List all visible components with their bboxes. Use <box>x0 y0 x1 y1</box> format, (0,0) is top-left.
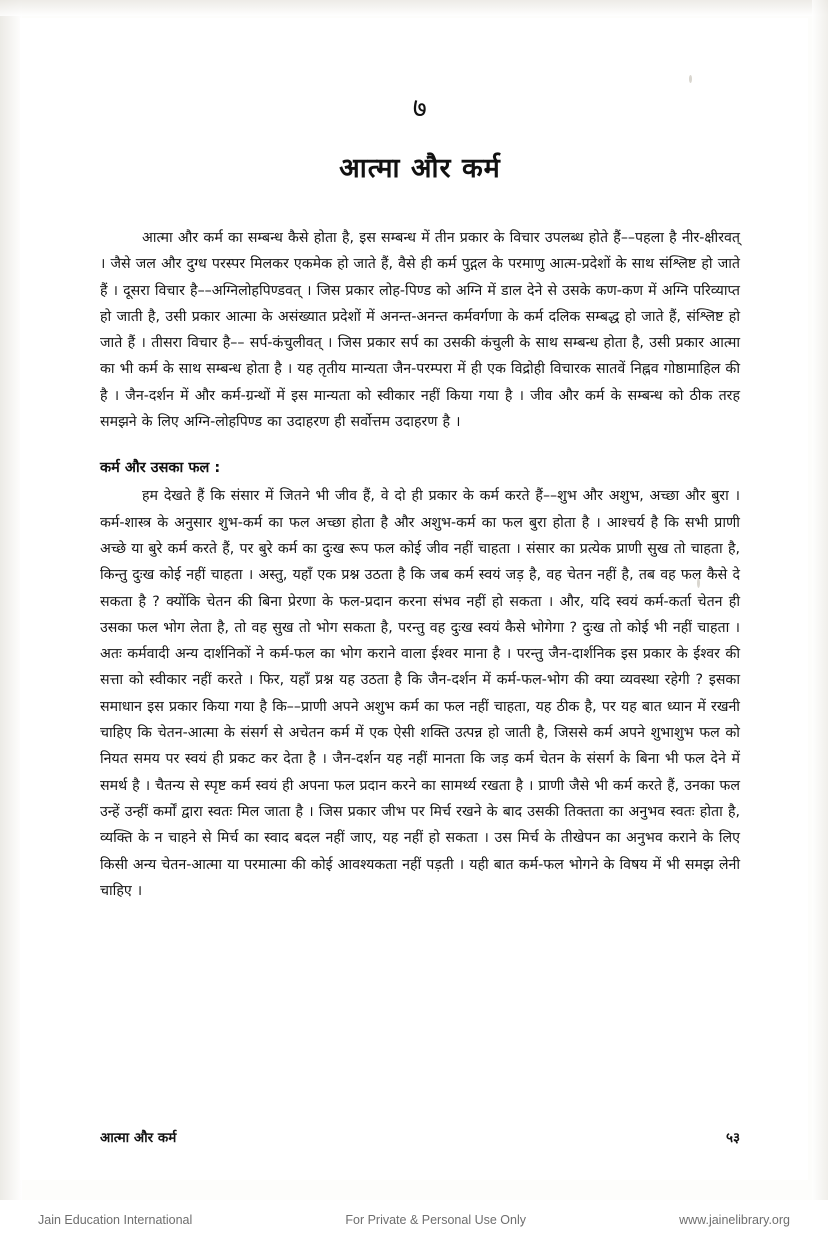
watermark-bar <box>0 1200 828 1240</box>
footer-divider <box>100 1120 740 1121</box>
watermark-left: Jain Education International <box>38 1213 193 1227</box>
page-edge-shadow-left <box>0 0 22 1240</box>
page-edge-shadow-top <box>0 0 828 16</box>
page-content <box>100 95 740 917</box>
watermark-center: For Private & Personal Use Only <box>345 1213 526 1227</box>
running-footer <box>100 1128 740 1146</box>
body-paragraph: आत्मा और कर्म का सम्बन्ध कैसे होता है, इस सम्बन्ध में तीन प्रकार के विचार उपलब्ध होते हैं––पहला है नीर-क्षीरवत्‌ । जैसे जल और दुग्ध परस्पर मिलकर एकमेक हो जाते हैं, वैसे ही कर्म पुद्गल के परमाणु आत्म-प्रदेशों के साथ संश्लिष्ट हो जाते हैं । दूसरा विचार है––अग्निलोहपिण्डवत्‌ । जिस प्रकार लोह-पिण्ड को अग्नि में डाल देने से उसके कण-कण में अग्नि परिव्याप्त हो जाती है, उसी प्रकार आत्मा के असंख्यात प्रदेशों में अनन्त-अनन्त कर्मवर्गणा के कर्म दलिक सम्बद्ध हो जाते हैं, संश्लिष्ट हो जाते हैं । तीसरा विचार है–– सर्प-कंचुलीवत्‌ । जिस प्रकार सर्प का उसकी कंचुली के साथ सम्बन्ध होता है, उसी प्रकार आत्मा का भी कर्म के साथ सम्बन्ध होता है । यह तृतीय मान्यता जैन-परम्परा में ही एक विद्रोही विचारक सातवें निह्नव गोष्ठामाहिल की है । जैन-दर्शन में और कर्म-ग्रन्थों में इस मान्यता को स्वीकार नहीं किया गया है । जीव और कर्म के सम्बन्ध को ठीक तरह समझने के लिए अग्नि-लोहपिण्ड का उदाहरण ही सर्वोत्तम उदाहरण है । <box>100 230 740 431</box>
page-edge-shadow-right <box>812 0 828 1200</box>
running-footer-title: आत्मा और कर्म <box>100 1130 177 1146</box>
scan-speck <box>689 75 692 83</box>
section-subheading: कर्म और उसका फल : <box>100 460 221 477</box>
chapter-number: ७ <box>412 93 428 124</box>
page-number: ५३ <box>725 1130 740 1146</box>
body-paragraph: हम देखते हैं कि संसार में जितने भी जीव हैं, वे दो ही प्रकार के कर्म करते हैं––शुभ और अशुभ, अच्छा और बुरा । कर्म-शास्त्र के अनुसार शुभ-कर्म का फल अच्छा होता है और अशुभ-कर्म का फल बुरा होता है । आश्चर्य है कि सभी प्राणी अच्छे या बुरे कर्म करते हैं, पर बुरे कर्म का दुःख रूप फल कोई जीव नहीं चाहता । संसार का प्रत्येक प्राणी सुख तो चाहता है, किन्तु दुःख कोई नहीं चाहता । अस्तु, यहाँ एक प्रश्न उठता है कि जब कर्म स्वयं जड़ है, वह चेतन नहीं है, तब वह फल कैसे दे सकता है ? क्योंकि चेतन की बिना प्रेरणा के फल-प्रदान करना संभव नहीं हो सकता । और, यदि स्वयं कर्म-कर्ता चेतन ही उसका फल भोग लेता है, तो वह सुख तो भोग सकता है, परन्तु वह दुःख स्वयं कैसे भोगेगा ? दुःख तो कोई भी नहीं चाहता । अतः कर्मवादी अन्य दार्शनिकों ने कर्म-फल का भोग कराने वाला ईश्वर माना है । परन्तु जैन-दार्शनिक इस प्रकार के ईश्वर की सत्ता को स्वीकार नहीं करते । फिर, यहाँ प्रश्न यह उठता है कि जैन-दर्शन में कर्म-फल-भोग की क्या व्यवस्था रहेगी ? इसका समाधान इस प्रकार किया गया है कि––प्राणी अपने अशुभ कर्म का फल नहीं चाहता, यह ठीक है, पर यह बात ध्यान में रखनी चाहिए कि चेतन-आत्मा के संसर्ग से अचेतन कर्म में एक ऐसी शक्ति उत्पन्न हो जाती है, जिससे कर्म अपने शुभाशुभ फल को नियत समय पर स्वयं ही प्रकट कर देता है । जैन-दर्शन यह नहीं मानता कि जड़ कर्म चेतन के संसर्ग के बिना भी फल देने में समर्थ है । चैतन्य से स्पृष्ट कर्म स्वयं ही अपना फल प्रदान करने का सामर्थ्य रखता है । प्राणी जैसे भी कर्म करते हैं, उनका फल उन्हें उन्हीं कर्मों द्वारा स्वतः मिल जाता है । जिस प्रकार जीभ पर मिर्च रखने के बाद उसकी तिक्तता का अनुभव स्वतः होता है, व्यक्ति के न चाहने से मिर्च का स्वाद बदल नहीं जाए, यह नहीं हो सकता । उस मिर्च के तीखेपन का अनुभव कराने के लिए किसी अन्य चेतन-आत्मा या परमात्मा की कोई आवश्यकता नहीं पड़ती । यही बात कर्म-फल भोगने के विषय में भी समझ लेनी चाहिए । <box>100 488 740 899</box>
watermark-right-url[interactable]: www.jainelibrary.org <box>679 1213 790 1227</box>
chapter-title: आत्मा और कर्म <box>339 153 501 184</box>
